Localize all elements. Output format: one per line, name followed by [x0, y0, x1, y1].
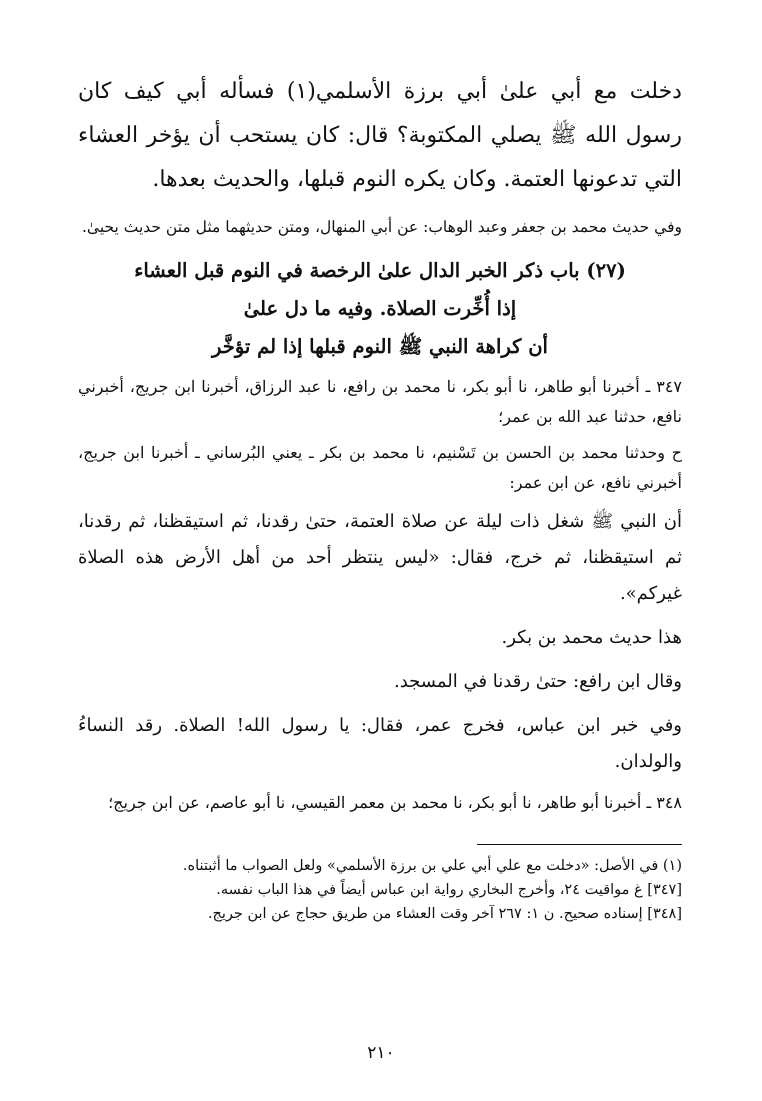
intro-paragraph: دخلت مع أبي علىٰ أبي برزة الأسلمي(١) فسأله أبي كيف كان رسول الله ﷺ يصلي المكتوبة؟ قال: كان يستحب أن يؤخر العشاء التي تدعونها العتمة. وكان يكره النوم قبلها، والحديث بعدها. — [78, 79, 682, 192]
chapter-heading-line2: إذا أُخِّرت الصلاة. وفيه ما دل علىٰ — [243, 297, 517, 320]
hadith-347-chain2: ح وحدثنا محمد بن الحسن بن تَسْنيم، نا محمد بن بكر ـ يعني البُرساني ـ أخبرنا ابن جريج، أخبرني نافع، عن ابن عمر: — [78, 443, 682, 492]
footnote-separator — [477, 844, 682, 845]
hadith-347-note3: وفي خبر ابن عباس، فخرج عمر، فقال: يا رسول الله! الصلاة. رقد النساءُ والولدان. — [78, 715, 682, 772]
hadith-347-text: أن النبي ﷺ شغل ذات ليلة عن صلاة العتمة، حتىٰ رقدنا، ثم استيقظنا، ثم رقدنا، ثم استيقظنا، ثم خرج، فقال: «ليس ينتظر أحد من أهل الأرض هذه الصلاة غيركم». — [78, 511, 682, 604]
hadith-347-chain1: ٣٤٧ ـ أخبرنا أبو طاهر، نا أبو بكر، نا محمد بن رافع، نا عبد الرزاق، أخبرنا ابن جريج، أخبرني نافع، حدثنا عبد الله بن عمر؛ — [78, 377, 682, 426]
footnote-1: (١) في الأصل: «دخلت مع علي أبي علي بن برزة الأسلمي» ولعل الصواب ما أثبتناه. — [182, 858, 682, 874]
chapter-heading-line1: (٢٧) باب ذكر الخبر الدال علىٰ الرخصة في النوم قبل العشاء — [134, 259, 626, 282]
footnotes — [78, 855, 682, 925]
hadith-348-chain: ٣٤٨ ـ أخبرنا أبو طاهر، نا أبو بكر، نا محمد بن معمر القيسي، نا أبو عاصم، عن ابن جريج؛ — [108, 793, 682, 812]
hadith-347-note2: وقال ابن رافع: حتىٰ رقدنا في المسجد. — [394, 671, 682, 692]
intro-note: وفي حديث محمد بن جعفر وعبد الوهاب: عن أبي المنهال، ومتن حديثهما مثل متن حديث يحيىٰ. — [81, 218, 682, 236]
footnote-348: [٣٤٨] إسناده صحيح. ن ١: ٢٦٧ آخر وقت العشاء من طريق حجاج عن ابن جريج. — [207, 906, 682, 922]
chapter-heading — [78, 252, 682, 366]
page-number: ٢١٠ — [367, 1043, 395, 1063]
hadith-347-note1: هذا حديث محمد بن بكر. — [501, 627, 682, 648]
chapter-heading-line3: أن كراهة النبي ﷺ النوم قبلها إذا لم تؤخَّر — [212, 335, 548, 358]
footnote-347: [٣٤٧] غ مواقيت ٢٤، وأخرج البخاري رواية ابن عباس أيضاً في هذا الباب نفسه. — [216, 882, 682, 898]
